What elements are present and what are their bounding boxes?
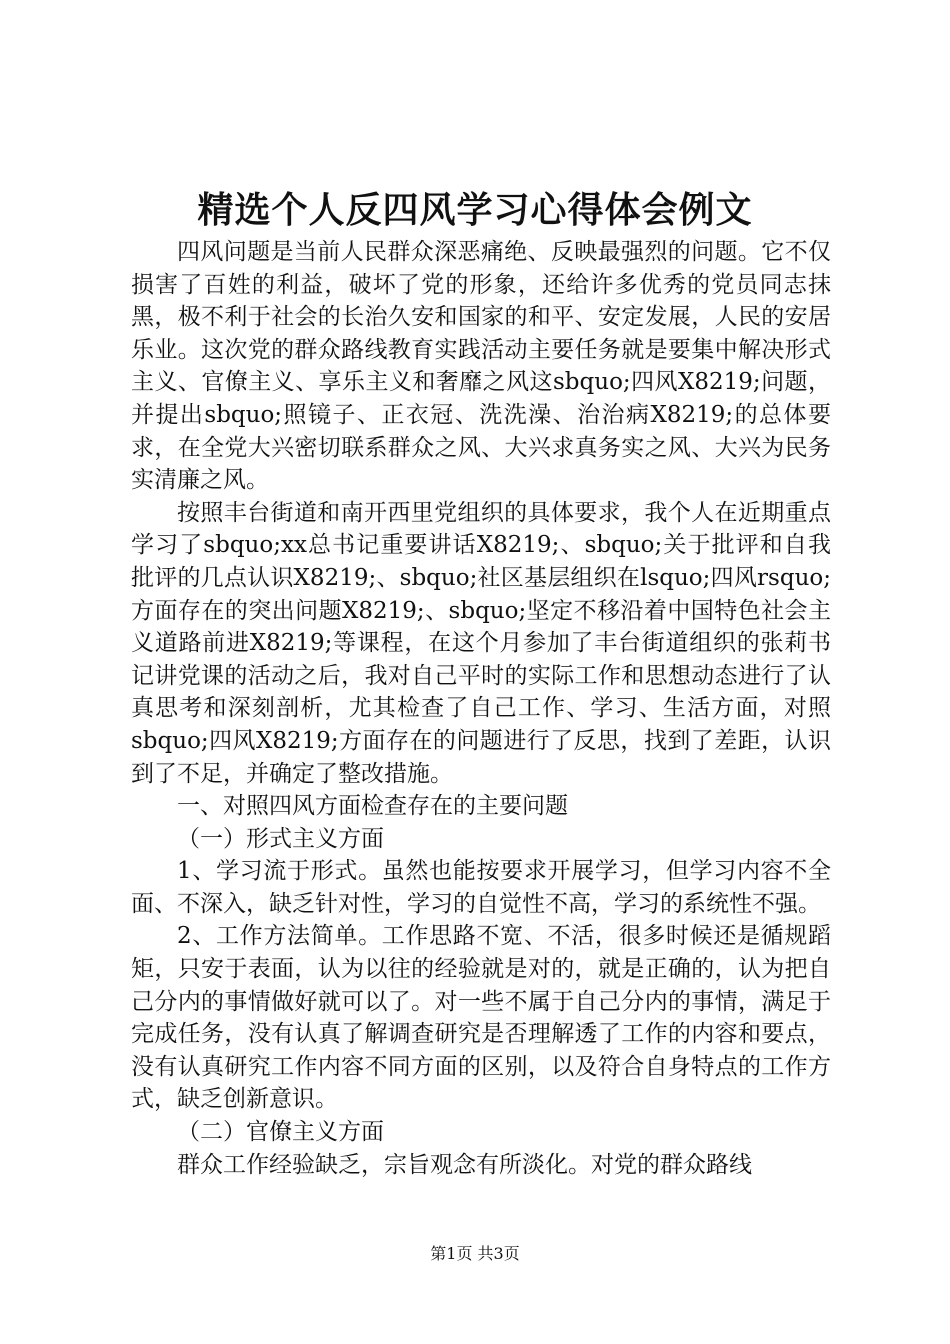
document-title: 精选个人反四风学习心得体会例文 [197, 189, 753, 231]
page-footer: 第1页 共3页 [430, 1244, 520, 1263]
subsection-heading-bureaucratism: （二）官僚主义方面 [177, 1119, 384, 1146]
subsection-heading-formalism: （一）形式主义方面 [177, 825, 384, 852]
paragraph-item-2: 2、工作方法简单。工作思路不宽、不活，很多时候还是循规蹈矩，只安于表面，认为以往的经验就是对的，就是正确的，认为把自己分内的事情做好就可以了。对一些不属于自己分内的事情，满足于完成任务，没有认真了解调查研究是否理解透了工作的内容和要点，没有认真研究工作内容不同方面的区别，以及符合自身特点的工作方式，缺乏创新意识。 [131, 923, 831, 1113]
paragraph-intro: 四风问题是当前人民群众深恶痛绝、反映最强烈的问题。它不仅损害了百姓的利益，破坏了党的形象，还给许多优秀的党员同志抹黑，极不利于社会的长治久安和国家的和平、安定发展，人民的安居乐业。这次党的群众路线教育实践活动主要任务就是要集中解决形式主义、官僚主义、享乐主义和奢靡之风这sbquo;四风X8219;问题，并提出sbquo;照镜子、正衣冠、洗洗澡、治治病X8219;的总体要求，在全党大兴密切联系群众之风、大兴求真务实之风、大兴为民务实清廉之风。 [131, 239, 831, 494]
paragraph-bureaucratism: 群众工作经验缺乏，宗旨观念有所淡化。对党的群众路线 [177, 1151, 752, 1178]
paragraph-item-1: 1、学习流于形式。虽然也能按要求开展学习，但学习内容不全面、不深入，缺乏针对性，学习的自觉性不高，学习的系统性不强。 [131, 858, 831, 917]
section-heading-1: 一、对照四风方面检查存在的主要问题 [177, 793, 568, 820]
document-body [131, 236, 831, 1181]
paragraph-study: 按照丰台街道和南开西里党组织的具体要求，我个人在近期重点学习了sbquo;xx总书记重要讲话X8219;、sbquo;关于批评和自我批评的几点认识X8219;、sbquo;社区基层组织在lsquo;四风rsquo;方面存在的突出问题X8219;、sbquo;坚定不移沿着中国特色社会主义道路前进X8219;等课程，在这个月参加了丰台街道组织的张莉书记讲党课的活动之后，我对自己平时的实际工作和思想动态进行了认真思考和深刻剖析，尤其检查了自己工作、学习、生活方面，对照sbquo;四风X8219;方面存在的问题进行了反思，找到了差距，认识到了不足，并确定了整改措施。 [131, 499, 831, 787]
